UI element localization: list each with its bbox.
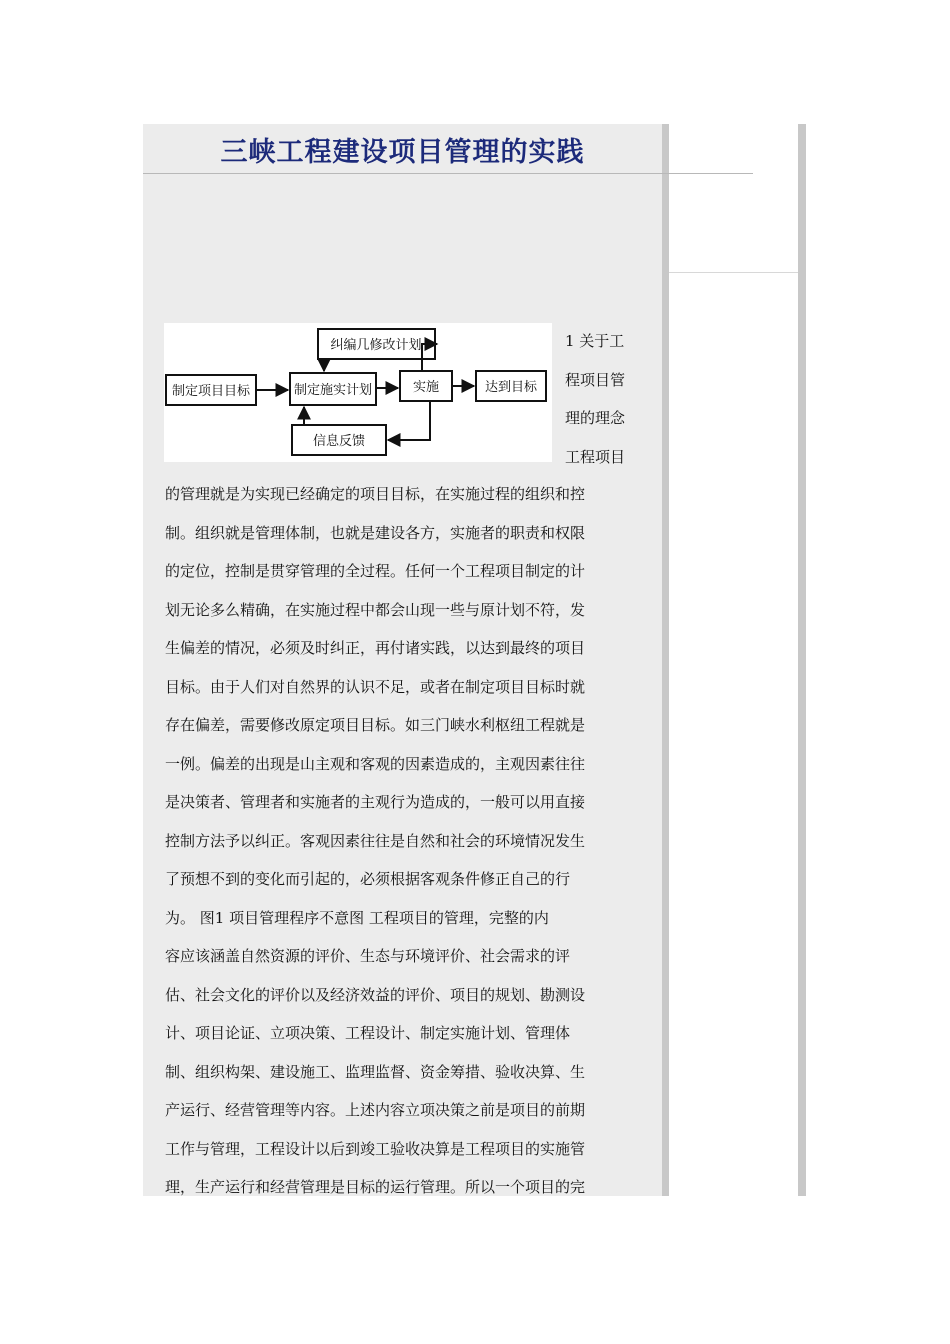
title-divider (143, 173, 753, 174)
label-set-plan: 制定施实计划 (293, 383, 373, 398)
right-border-bar (798, 124, 806, 1196)
body-line: 的管理就是为实现已经确定的项目目标，在实施过程的组织和控 (165, 485, 586, 503)
body-line: 一例。偏差的出现是山主观和客观的因素造成的，主观因素往往 (165, 754, 586, 773)
right-panel-divider (669, 272, 799, 273)
body-line: 制、组织构架、建设施工、监理监督、资金筹措、验收决算、生 (165, 1062, 586, 1081)
body-line: 制。组织就是管理体制，也就是建设各方，实施者的职责和权限 (165, 523, 586, 542)
flow-diagram-svg (164, 323, 552, 462)
label-set-goal: 制定项目目标 (171, 384, 251, 399)
panel-separator (662, 124, 669, 1196)
label-implement: 实施 (412, 380, 440, 395)
body-line: 估、社会文化的评价以及经济效益的评价、项目的规划、勘测设 (165, 985, 586, 1004)
body-line: 计、项目论证、立项决策、工程设计、制定实施计划、管理体 (165, 1024, 571, 1042)
page-title: 三峡工程建设项目管理的实践 (220, 137, 585, 168)
side-line: 1 关于工 (565, 332, 625, 350)
project-management-flow-diagram (164, 323, 552, 462)
label-revise-plan: 纠编几修改计划 (330, 338, 422, 353)
body-line: 存在偏差，需要修改原定项目目标。如三门峡水利枢纽工程就是 (165, 716, 586, 734)
body-line: 是决策者、管理者和实施者的主观行为造成的，一般可以用直接 (165, 793, 586, 811)
side-line: 工程项目 (565, 447, 626, 466)
body-line: 工作与管理，工程设计以后到竣工验收决算是工程项目的实施管 (165, 1139, 586, 1158)
body-line: 了预想不到的变化而引起的，必须根据客观条件修正自己的行 (165, 870, 571, 888)
body-line: 控制方法予以纠正。客观因素往往是自然和社会的环境情况发生 (165, 831, 586, 850)
side-line: 程项目管 (565, 370, 626, 389)
side-line: 理的理念 (565, 409, 626, 427)
arrow-implement-to-feedback (388, 401, 430, 440)
body-line: 生偏差的情况，必须及时纠正，再付诸实践，以达到最终的项目 (165, 639, 586, 657)
body-line: 理，生产运行和经营管理是目标的运行管理。所以一个项目的完 (165, 1178, 586, 1196)
label-feedback: 信息反馈 (312, 434, 366, 449)
side-text-column (565, 322, 637, 476)
body-line: 容应该涵盖自然资源的评价、生态与环境评价、社会需求的评 (165, 947, 571, 965)
body-line: 为。 图1 项目管理程序不意图 工程项目的管理，完整的内 (165, 908, 549, 927)
body-paragraph (165, 475, 639, 1207)
body-line: 的定位，控制是贯穿管理的全过程。任何一个工程项目制定的计 (165, 562, 586, 580)
body-line: 产运行、经营管理等内容。上述内容立项决策之前是项目的前期 (165, 1101, 586, 1119)
body-line: 目标。由于人们对自然界的认识不足，或者在制定项目目标时就 (165, 677, 586, 696)
body-line: 划无论多么精确，在实施过程中都会山现一些与原计划不符，发 (165, 600, 586, 619)
label-reach-goal: 达到目标 (484, 380, 538, 395)
